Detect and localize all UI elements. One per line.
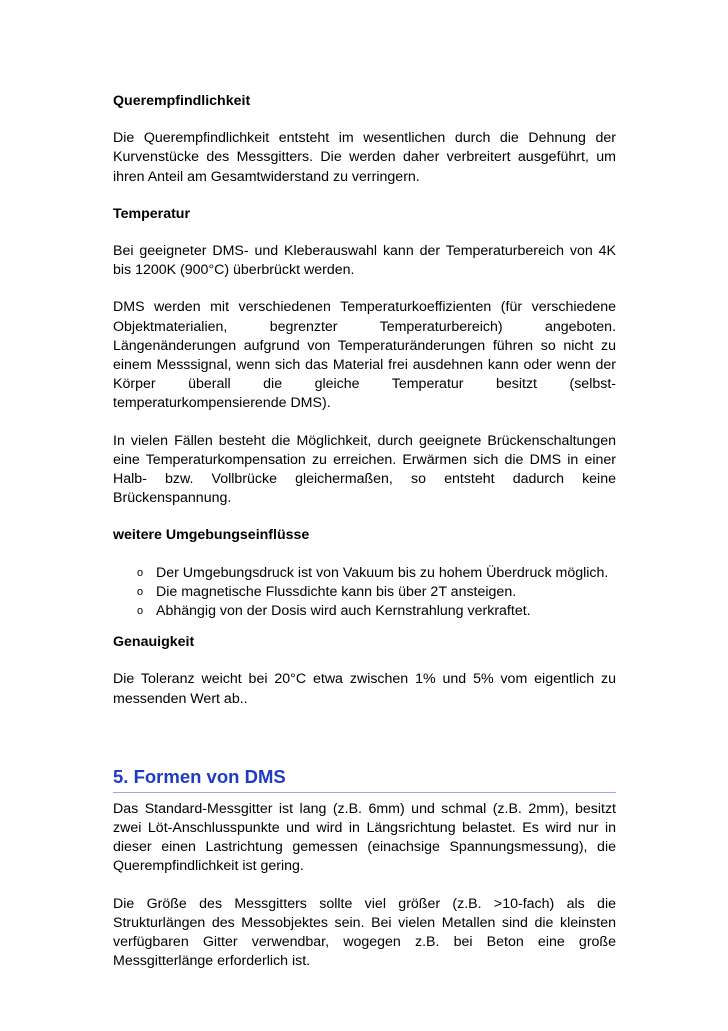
paragraph-formen-2: Die Größe des Messgitters sollte viel größer (z.B. >10-fach) als die Strukturlängen des Messobjektes sein. Bei vielen Metallen sind die kleinsten verfügbaren Gitter verwendbar, wogegen z.B. bei Beton eine große Messgitterlänge erforderlich ist. bbox=[113, 895, 616, 970]
paragraph-temperatur-1: Bei geeigneter DMS- und Kleberauswahl kann der Temperaturbereich von 4K bis 1200K (900°C) überbrückt werden. bbox=[113, 243, 616, 279]
list-item bbox=[113, 583, 616, 602]
heading-temperatur: Temperatur bbox=[113, 205, 190, 222]
paragraph-formen-1: Das Standard-Messgitter ist lang (z.B. 6mm) und schmal (z.B. 2mm), besitzt zwei Löt-Anschlusspunkte und wird in Längsrichtung belastet. Es wird nur in dieser einen Lastrichtung gemessen (einachsige Spannungsmessung), die Querempfindlichkeit ist gering. bbox=[113, 800, 616, 875]
document-page bbox=[113, 92, 616, 990]
list-item bbox=[113, 602, 616, 621]
list-item-text: Abhängig von der Dosis wird auch Kernstrahlung verkraftet. bbox=[156, 603, 531, 620]
heading-querempfindlichkeit: Querempfindlichkeit bbox=[113, 93, 251, 109]
circle-bullet-icon: o bbox=[137, 585, 144, 598]
section-title-formen-von-dms: 5. Formen von DMS bbox=[113, 765, 616, 793]
list-item-text: Die magnetische Flussdichte kann bis über 2T ansteigen. bbox=[156, 583, 517, 600]
heading-umgebungseinfluesse: weitere Umgebungseinflüsse bbox=[113, 527, 310, 544]
circle-bullet-icon: o bbox=[137, 605, 144, 618]
heading-genauigkeit: Genauigkeit bbox=[113, 634, 195, 651]
paragraph-temperatur-3: In vielen Fällen besteht die Möglichkeit, durch geeignete Brückenschaltungen eine Temperaturkompensation zu erreichen. Erwärmen sich die DMS in einer Halb- bzw. Vollbrücke gleichermaßen, so entsteht dadurch keine Brückenspannung. bbox=[113, 432, 616, 507]
paragraph-genauigkeit: Die Toleranz weicht bei 20°C etwa zwischen 1% und 5% vom eigentlich zu messenden Wert ab.. bbox=[113, 671, 616, 707]
paragraph-querempfindlichkeit: Die Querempfindlichkeit entsteht im wesentlichen durch die Dehnung der Kurvenstücke des Messgitters. Die werden daher verbreitert ausgeführt, um ihren Anteil am Gesamtwiderstand zu verringern. bbox=[113, 130, 616, 185]
umgebung-bullet-list bbox=[113, 564, 616, 622]
circle-bullet-icon: o bbox=[137, 566, 144, 579]
paragraph-temperatur-2: DMS werden mit verschiedenen Temperaturkoeffizienten (für verschiedene Objektmaterialien, begrenzter Temperaturbereich) angeboten. Längenänderungen aufgrund von Temperaturänderungen führen so nicht zu einem Messsignal, wenn sich das Material frei ausdehnen kann oder wenn der Körper überall die gleiche Temperatur besitzt (selbst-temperaturkompensierende DMS). bbox=[113, 299, 616, 412]
list-item bbox=[113, 564, 616, 583]
list-item-text: Der Umgebungsdruck ist von Vakuum bis zu hohem Überdruck möglich. bbox=[156, 564, 609, 581]
